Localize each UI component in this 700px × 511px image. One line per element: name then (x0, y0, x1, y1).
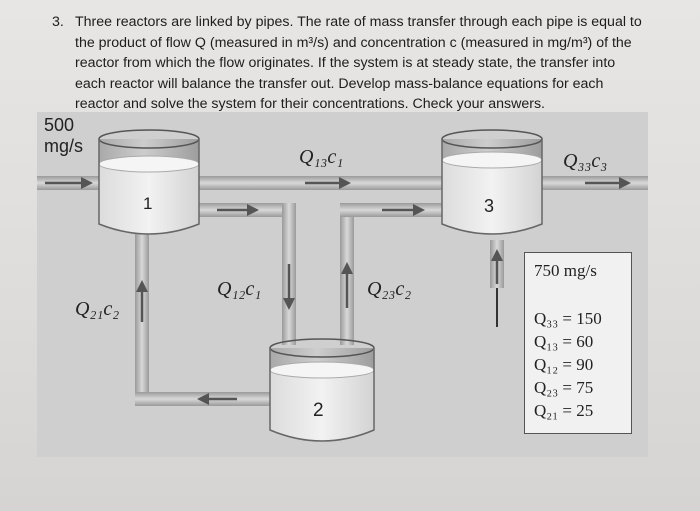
reactor-1-label: 1 (143, 194, 153, 213)
problem-line: each reactor will balance the transfer out. Develop mass-balance equations for each (75, 75, 604, 92)
inflow-3-label: 750 mg/s (534, 261, 597, 280)
reactor-2-label: 2 (313, 400, 324, 421)
flow-values-box (524, 252, 632, 434)
inflow-1-label (44, 115, 83, 157)
problem-text (75, 12, 665, 115)
problem-number: 3. (52, 14, 64, 30)
flow-value-q33: Q₃₃ = 150 (534, 309, 602, 328)
flow-value-q21: Q₂₁ = 25 (534, 401, 594, 420)
flow-label-q23: Q₂₃c₂ (367, 278, 412, 300)
inflow-1-value: 500 (44, 115, 75, 135)
reactor-3 (442, 130, 542, 234)
flow-value-q13: Q₁₃ = 60 (534, 332, 594, 351)
flow-value-q12: Q₁₂ = 90 (534, 355, 594, 374)
flow-label-q13: Q₁₃c₁ (299, 146, 344, 168)
reactor-1 (99, 130, 199, 234)
reactor-diagram (37, 112, 648, 457)
reactor-3-label: 3 (484, 196, 495, 216)
inflow-1-unit: mg/s (44, 136, 84, 156)
problem-line: reactor from which the flow originates. If the system is at steady state, the transfer into (75, 55, 616, 71)
problem-line: reactor and solve the system for their concentrations. Check your answers. (75, 96, 545, 112)
problem-line: the product of flow Q (measured in m³/s) and concentration c (measured in mg/m³) of the (75, 34, 632, 51)
flow-label-q12: Q₁₂c₁ (217, 278, 262, 300)
reactor-2 (270, 339, 374, 441)
flow-value-q23: Q₂₃ = 75 (534, 378, 594, 397)
problem-line: Three reactors are linked by pipes. The rate of mass transfer through each pipe is equal to (75, 14, 642, 30)
flow-label-q33: Q₃₃c₃ (563, 150, 608, 172)
flow-label-q21: Q₂₁c₂ (75, 298, 120, 320)
